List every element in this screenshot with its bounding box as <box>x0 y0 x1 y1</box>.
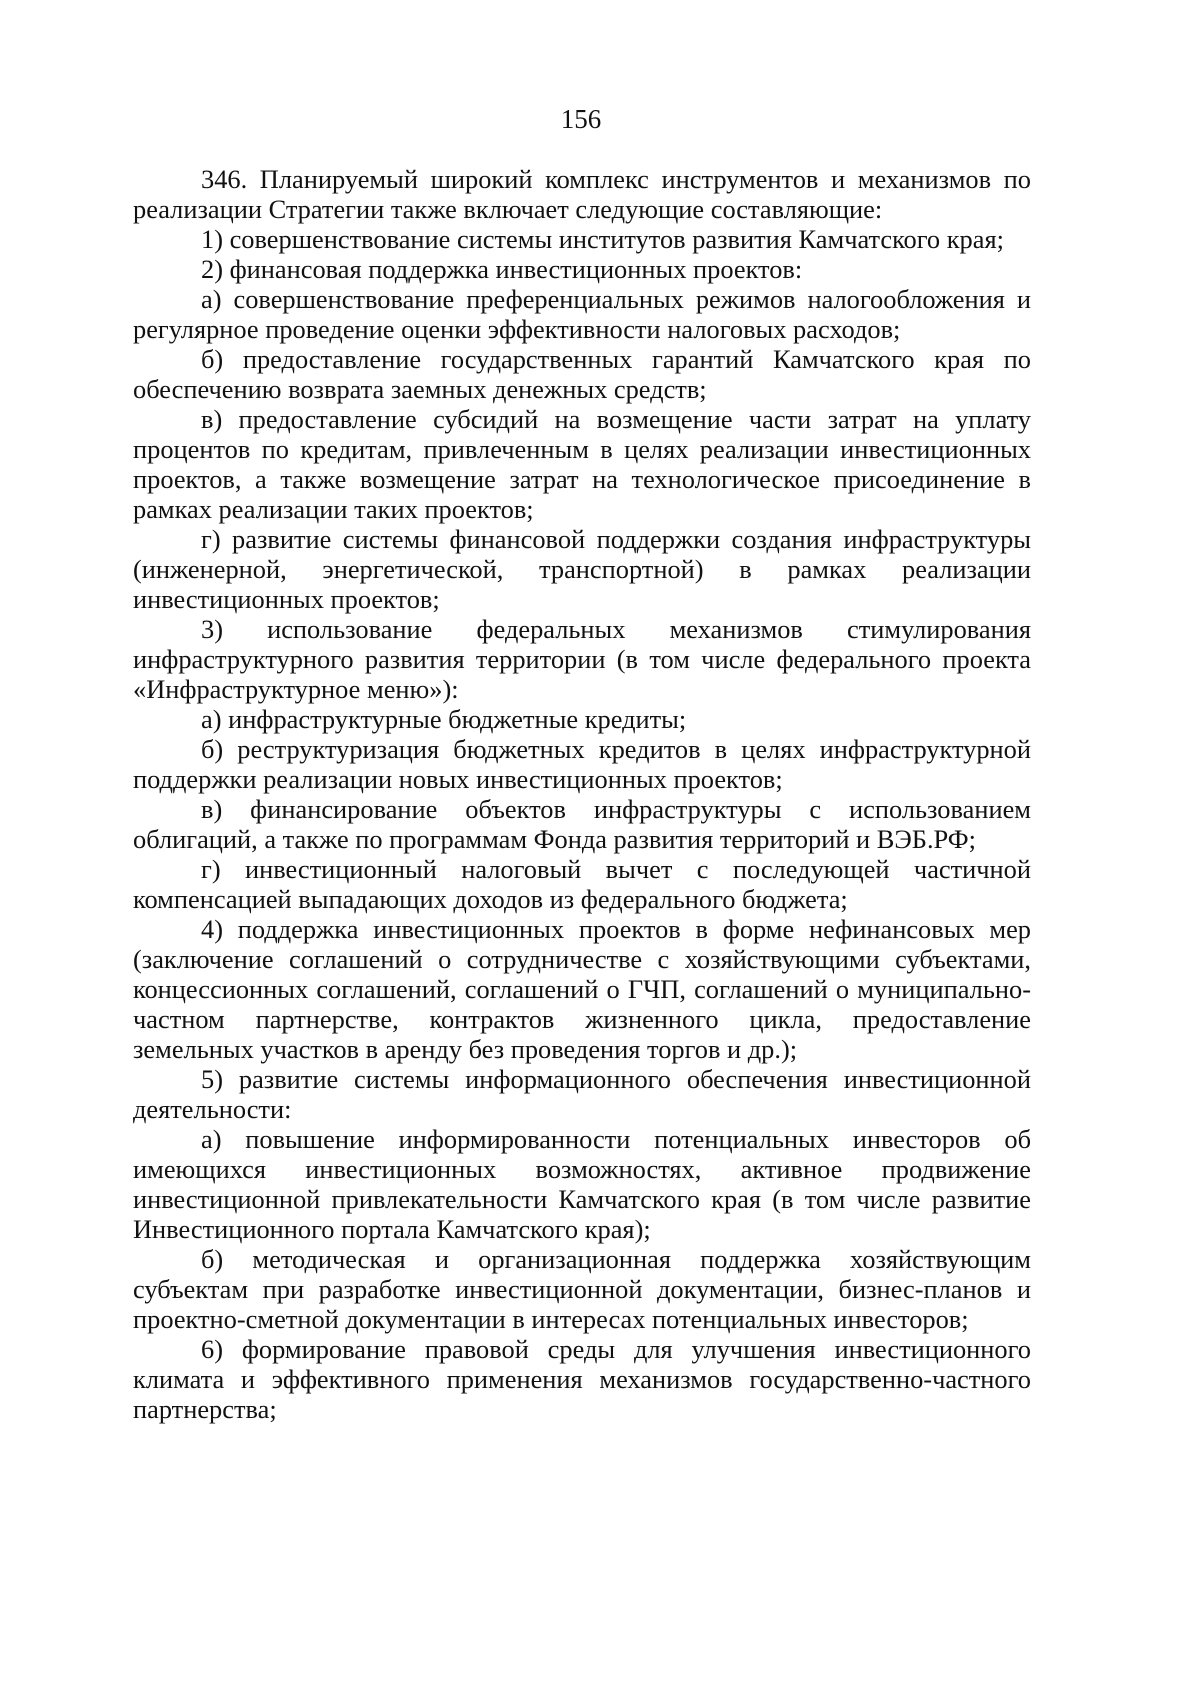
paragraph-item-6: 6) формирование правовой среды для улучшения инвестиционного климата и эффективного применения механизмов государственно-частного партнерства; <box>133 1334 1031 1424</box>
paragraph-item-2b: б) предоставление государственных гарантий Камчатского края по обеспечению возврата заемных денежных средств; <box>133 344 1031 404</box>
paragraph-item-3g: г) инвестиционный налоговый вычет с последующей частичной компенсацией выпадающих доходов из федерального бюджета; <box>133 854 1031 914</box>
paragraph-item-2g: г) развитие системы финансовой поддержки создания инфраструктуры (инженерной, энергетической, транспортной) в рамках реализации инвестиционных проектов; <box>133 524 1031 614</box>
paragraph-item-4: 4) поддержка инвестиционных проектов в форме нефинансовых мер (заключение соглашений о сотрудничестве с хозяйствующими субъектами, концессионных соглашений, соглашений о ГЧП, соглашений о муниципально-частном партнерстве, контрактов жизненного цикла, предоставление земельных участков в аренду без проведения торгов и др.); <box>133 914 1031 1064</box>
paragraph-item-3v: в) финансирование объектов инфраструктуры с использованием облигаций, а также по программам Фонда развития территорий и ВЭБ.РФ; <box>133 794 1031 854</box>
paragraph-item-3b: б) реструктуризация бюджетных кредитов в целях инфраструктурной поддержки реализации новых инвестиционных проектов; <box>133 734 1031 794</box>
paragraph-item-2v: в) предоставление субсидий на возмещение части затрат на уплату процентов по кредитам, привлеченным в целях реализации инвестиционных проектов, а также возмещение затрат на технологическое присоединение в рамках реализации таких проектов; <box>133 404 1031 524</box>
document-body <box>133 164 1031 1424</box>
paragraph-item-2a: а) совершенствование преференциальных режимов налогообложения и регулярное проведение оценки эффективности налоговых расходов; <box>133 284 1031 344</box>
paragraph-item-5b: б) методическая и организационная поддержка хозяйствующим субъектам при разработке инвестиционной документации, бизнес-планов и проектно-сметной документации в интересах потенциальных инвесторов; <box>133 1244 1031 1334</box>
paragraph-item-5a: а) повышение информированности потенциальных инвесторов об имеющихся инвестиционных возможностях, активное продвижение инвестиционной привлекательности Камчатского края (в том числе развитие Инвестиционного портала Камчатского края); <box>133 1124 1031 1244</box>
paragraph-item-5: 5) развитие системы информационного обеспечения инвестиционной деятельности: <box>133 1064 1031 1124</box>
paragraph-item-2: 2) финансовая поддержка инвестиционных проектов: <box>201 254 803 284</box>
paragraph-item-3a: а) инфраструктурные бюджетные кредиты; <box>201 704 687 734</box>
paragraph-item-3: 3) использование федеральных механизмов стимулирования инфраструктурного развития территории (в том числе федерального проекта «Инфраструктурное меню»): <box>133 614 1031 704</box>
page-number: 156 <box>560 104 602 134</box>
paragraph-346-intro: 346. Планируемый широкий комплекс инструментов и механизмов по реализации Стратегии также включает следующие составляющие: <box>133 164 1031 224</box>
paragraph-item-1: 1) совершенствование системы институтов развития Камчатского края; <box>201 224 1004 254</box>
